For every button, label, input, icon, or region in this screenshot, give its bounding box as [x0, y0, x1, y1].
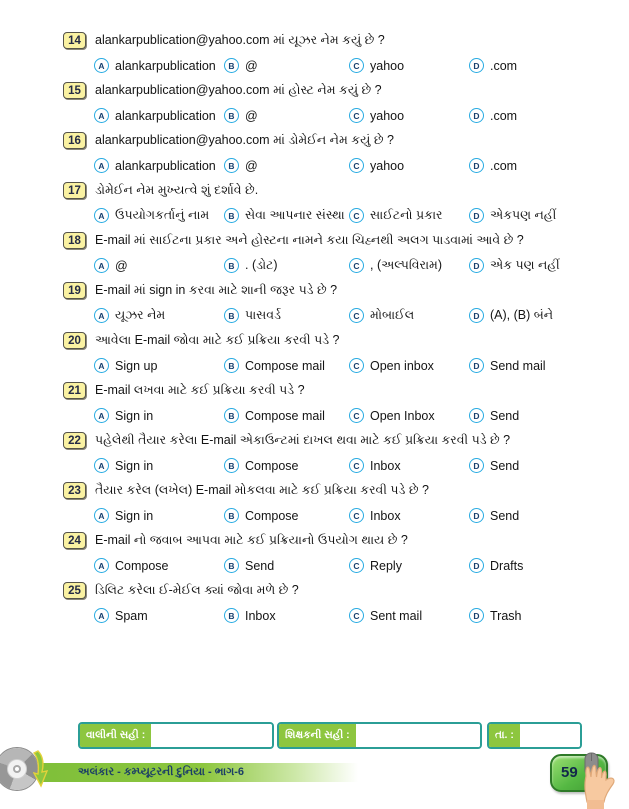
- option-d[interactable]: [469, 358, 621, 373]
- option-label: Open Inbox: [370, 408, 435, 423]
- option-label: Open inbox: [370, 358, 434, 373]
- option-letter: C: [353, 610, 360, 621]
- option-letter: B: [228, 360, 235, 371]
- hand-with-mouse-icon: [572, 750, 622, 809]
- option-letter-badge: [349, 208, 364, 223]
- option-letter: B: [228, 160, 235, 171]
- option-label: Sign up: [115, 358, 158, 373]
- option-b[interactable]: [224, 358, 349, 373]
- question-block: [63, 228, 621, 278]
- option-label: સેવા આપનાર સંસ્થા: [245, 208, 345, 222]
- option-letter: A: [98, 110, 105, 121]
- question-number: 17: [63, 182, 86, 199]
- question-block: [63, 428, 621, 478]
- options-row: [94, 203, 621, 228]
- question-number: 19: [63, 282, 86, 299]
- option-letter-badge: [224, 58, 239, 73]
- option-label: yahoo: [370, 108, 405, 123]
- parent-signature-label: વાલીની સહી :: [80, 724, 151, 747]
- question-number: 22: [63, 432, 86, 449]
- option-c[interactable]: [349, 508, 469, 523]
- option-label: Send mail: [490, 358, 546, 373]
- option-letter: A: [98, 510, 105, 521]
- option-letter: C: [353, 510, 360, 521]
- question-text: આવેલા E-mail જોવા માટે કઈ પ્રક્રિયા કરવી પડે ?: [95, 333, 340, 347]
- option-a[interactable]: [94, 458, 224, 473]
- option-label: @: [115, 258, 128, 273]
- option-a[interactable]: [94, 158, 224, 173]
- option-letter: D: [473, 360, 480, 371]
- questions-list: [63, 28, 621, 628]
- option-letter-badge: [349, 508, 364, 523]
- option-letter: B: [228, 510, 235, 521]
- options-row: [94, 503, 621, 528]
- option-c[interactable]: [349, 108, 469, 123]
- option-d[interactable]: [469, 608, 621, 623]
- question-text: E-mail લખવા માટે કઈ પ્રક્રિયા કરવી પડે ?: [95, 383, 305, 397]
- option-letter: C: [353, 210, 360, 221]
- option-letter-badge: [469, 108, 484, 123]
- option-b[interactable]: [224, 408, 349, 423]
- option-label: Drafts: [490, 558, 524, 573]
- option-letter: A: [98, 260, 105, 271]
- option-letter-badge: [469, 208, 484, 223]
- question-text: ડિલિટ કરેલા ઈ-મેઈલ ક્યાં જોવા મળે છે ?: [95, 583, 299, 597]
- option-label: એક પણ નહીં: [490, 258, 560, 272]
- options-row: [94, 353, 621, 378]
- question-number: 15: [63, 82, 86, 99]
- question-text: E-mail માં sign in કરવા માટે શાની જરૂર પડે છે ?: [95, 283, 338, 297]
- option-c[interactable]: [349, 208, 469, 223]
- option-letter-badge: [224, 108, 239, 123]
- option-d[interactable]: [469, 458, 621, 473]
- option-label: @: [245, 108, 258, 123]
- option-letter: B: [228, 310, 235, 321]
- option-b[interactable]: [224, 558, 349, 573]
- option-label: સાઈટનો પ્રકાર: [370, 208, 443, 222]
- option-letter-badge: [469, 358, 484, 373]
- question-block: [63, 28, 621, 78]
- question-number: 16: [63, 132, 86, 149]
- options-row: [94, 253, 621, 278]
- option-d[interactable]: [469, 308, 621, 323]
- option-label: yahoo: [370, 158, 405, 173]
- question-block: [63, 178, 621, 228]
- option-letter-badge: [94, 108, 109, 123]
- option-label: Send: [245, 558, 275, 573]
- question-header: [63, 28, 621, 53]
- option-letter: C: [353, 410, 360, 421]
- option-letter: A: [98, 460, 105, 471]
- option-letter-badge: [349, 558, 364, 573]
- question-text: E-mail નો જવાબ આપવા માટે કઈ પ્રક્રિયાનો ઉપયોગ થાય છે ?: [95, 533, 408, 547]
- option-a[interactable]: [94, 258, 224, 273]
- option-c[interactable]: [349, 608, 469, 623]
- option-letter-badge: [349, 458, 364, 473]
- option-letter-badge: [94, 208, 109, 223]
- question-header: [63, 328, 621, 353]
- option-d[interactable]: [469, 408, 621, 423]
- option-label: Send: [490, 408, 520, 423]
- option-letter: D: [473, 60, 480, 71]
- option-label: મોબાઈલ: [370, 308, 415, 322]
- option-letter: C: [353, 260, 360, 271]
- option-label: .com: [490, 158, 518, 173]
- option-label: Sign in: [115, 508, 154, 523]
- option-letter: B: [228, 460, 235, 471]
- question-block: [63, 478, 621, 528]
- date-box: [487, 722, 582, 749]
- option-letter-badge: [349, 58, 364, 73]
- option-letter-badge: [469, 158, 484, 173]
- option-letter: D: [473, 610, 480, 621]
- question-header: [63, 478, 621, 503]
- option-letter-badge: [224, 408, 239, 423]
- option-letter: A: [98, 60, 105, 71]
- option-label: Compose mail: [245, 408, 325, 423]
- question-text: તૈયાર કરેલ (લખેલ) E-mail મોકલવા માટે કઈ પ્રક્રિયા કરવી પડે છે ?: [95, 483, 429, 497]
- green-down-arrow-icon: [33, 750, 49, 788]
- question-block: [63, 278, 621, 328]
- question-number: 24: [63, 532, 86, 549]
- option-letter: B: [228, 110, 235, 121]
- options-row: [94, 553, 621, 578]
- option-letter-badge: [94, 558, 109, 573]
- option-letter: B: [228, 410, 235, 421]
- teacher-signature-field[interactable]: [356, 724, 480, 747]
- option-letter-badge: [224, 208, 239, 223]
- question-header: [63, 578, 621, 603]
- option-label: યૂઝર નેમ: [115, 308, 166, 322]
- question-number: 18: [63, 232, 86, 249]
- option-b[interactable]: [224, 308, 349, 323]
- option-label: પાસવર્ડ: [245, 308, 281, 322]
- option-letter: D: [473, 510, 480, 521]
- date-field[interactable]: [520, 724, 580, 747]
- question-text: alankarpublication@yahoo.com માં યૂઝર નેમ કયું છે ?: [95, 33, 385, 47]
- question-header: [63, 278, 621, 303]
- teacher-signature-box: [277, 722, 482, 749]
- question-block: [63, 78, 621, 128]
- option-label: Trash: [490, 608, 522, 623]
- option-letter-badge: [349, 408, 364, 423]
- option-letter-badge: [349, 608, 364, 623]
- option-label: @: [245, 158, 258, 173]
- option-label: .com: [490, 108, 518, 123]
- teacher-signature-label: શિક્ષકની સહી :: [279, 724, 356, 747]
- option-d[interactable]: [469, 508, 621, 523]
- option-label: , (અલ્પવિરામ): [370, 258, 443, 272]
- option-letter: C: [353, 60, 360, 71]
- option-d[interactable]: [469, 258, 621, 273]
- option-letter-badge: [224, 308, 239, 323]
- option-letter: D: [473, 310, 480, 321]
- option-a[interactable]: [94, 308, 224, 323]
- option-letter: A: [98, 560, 105, 571]
- option-label: yahoo: [370, 58, 405, 73]
- option-label: Sign in: [115, 408, 154, 423]
- option-label: Compose: [245, 458, 299, 473]
- book-title: અલંકાર - કમ્પ્યૂટરની દુનિયા - ભાગ-6: [78, 766, 245, 778]
- option-a[interactable]: [94, 58, 224, 73]
- question-text: ડોમેઈન નેમ મુખ્યત્વે શું દર્શાવે છે.: [95, 183, 259, 197]
- option-b[interactable]: [224, 158, 349, 173]
- option-letter-badge: [224, 358, 239, 373]
- option-letter: B: [228, 60, 235, 71]
- option-letter-badge: [469, 408, 484, 423]
- option-letter: D: [473, 460, 480, 471]
- options-row: [94, 103, 621, 128]
- option-letter: A: [98, 610, 105, 621]
- option-label: Sent mail: [370, 608, 423, 623]
- question-text: E-mail માં સાઈટના પ્રકાર અને હોસ્ટના નામને કયા ચિહ્નથી અલગ પાડવામાં આવે છે ?: [95, 233, 524, 247]
- parent-signature-field[interactable]: [151, 724, 272, 747]
- option-letter: C: [353, 360, 360, 371]
- option-letter-badge: [94, 58, 109, 73]
- options-row: [94, 403, 621, 428]
- option-label: Inbox: [370, 458, 401, 473]
- question-header: [63, 128, 621, 153]
- option-label: Reply: [370, 558, 402, 573]
- option-a[interactable]: [94, 408, 224, 423]
- option-letter: A: [98, 160, 105, 171]
- option-d[interactable]: [469, 108, 621, 123]
- question-header: [63, 178, 621, 203]
- option-letter-badge: [224, 458, 239, 473]
- option-letter-badge: [469, 308, 484, 323]
- option-d[interactable]: [469, 558, 621, 573]
- page-number: 59: [561, 764, 578, 781]
- options-row: [94, 153, 621, 178]
- option-b[interactable]: [224, 258, 349, 273]
- question-header: [63, 428, 621, 453]
- option-b[interactable]: [224, 108, 349, 123]
- option-label: . (ડોટ): [245, 258, 278, 272]
- option-letter: B: [228, 260, 235, 271]
- option-letter-badge: [224, 558, 239, 573]
- option-letter-badge: [469, 508, 484, 523]
- option-d[interactable]: [469, 58, 621, 73]
- option-letter: D: [473, 260, 480, 271]
- option-letter: D: [473, 560, 480, 571]
- option-letter: C: [353, 160, 360, 171]
- option-letter: A: [98, 210, 105, 221]
- option-letter-badge: [349, 358, 364, 373]
- option-letter-badge: [94, 358, 109, 373]
- option-letter: D: [473, 110, 480, 121]
- option-a[interactable]: [94, 558, 224, 573]
- option-letter-badge: [349, 108, 364, 123]
- question-text: alankarpublication@yahoo.com માં ડોમેઈન નેમ કયું છે ?: [95, 133, 394, 147]
- option-letter: B: [228, 610, 235, 621]
- question-block: [63, 128, 621, 178]
- option-a[interactable]: [94, 608, 224, 623]
- option-letter-badge: [94, 258, 109, 273]
- option-letter-badge: [469, 458, 484, 473]
- option-label: Compose mail: [245, 358, 325, 373]
- option-a[interactable]: [94, 108, 224, 123]
- option-letter: D: [473, 210, 480, 221]
- footer-strip: [38, 763, 368, 782]
- option-letter-badge: [94, 608, 109, 623]
- option-letter: D: [473, 160, 480, 171]
- option-c[interactable]: [349, 158, 469, 173]
- question-block: [63, 528, 621, 578]
- option-label: Compose: [115, 558, 169, 573]
- question-number: 20: [63, 332, 86, 349]
- option-letter: C: [353, 460, 360, 471]
- option-letter-badge: [224, 508, 239, 523]
- question-number: 21: [63, 382, 86, 399]
- question-header: [63, 378, 621, 403]
- options-row: [94, 603, 621, 628]
- option-letter: D: [473, 410, 480, 421]
- option-letter-badge: [94, 158, 109, 173]
- option-c[interactable]: [349, 358, 469, 373]
- option-label: .com: [490, 58, 518, 73]
- option-label: alankarpublication: [115, 58, 216, 73]
- cd-hole: [13, 765, 21, 773]
- question-number: 23: [63, 482, 86, 499]
- question-text: પહેલેથી તૈયાર કરેલા E-mail એકાઉન્ટમાં દાખલ થવા માટે કઈ પ્રક્રિયા કરવી પડે છે ?: [95, 433, 511, 447]
- option-c[interactable]: [349, 558, 469, 573]
- option-letter: B: [228, 210, 235, 221]
- option-letter: A: [98, 310, 105, 321]
- option-b[interactable]: [224, 208, 349, 223]
- option-letter-badge: [469, 258, 484, 273]
- date-label: તા. :: [489, 724, 520, 747]
- options-row: [94, 303, 621, 328]
- option-c[interactable]: [349, 458, 469, 473]
- question-header: [63, 78, 621, 103]
- option-label: એકપણ નહીં: [490, 208, 557, 222]
- option-c[interactable]: [349, 408, 469, 423]
- option-c[interactable]: [349, 308, 469, 323]
- option-letter: C: [353, 110, 360, 121]
- option-a[interactable]: [94, 208, 224, 223]
- options-row: [94, 53, 621, 78]
- option-letter-badge: [224, 158, 239, 173]
- option-letter: C: [353, 560, 360, 571]
- question-block: [63, 328, 621, 378]
- option-d[interactable]: [469, 158, 621, 173]
- option-letter-badge: [94, 408, 109, 423]
- option-d[interactable]: [469, 208, 621, 223]
- option-b[interactable]: [224, 58, 349, 73]
- question-text: alankarpublication@yahoo.com માં હોસ્ટ નેમ કયું છે ?: [95, 83, 382, 97]
- option-letter-badge: [349, 258, 364, 273]
- option-label: Inbox: [245, 608, 276, 623]
- option-label: @: [245, 58, 258, 73]
- option-a[interactable]: [94, 358, 224, 373]
- option-c[interactable]: [349, 58, 469, 73]
- option-label: Send: [490, 458, 520, 473]
- options-row: [94, 453, 621, 478]
- option-letter-badge: [469, 58, 484, 73]
- question-block: [63, 378, 621, 428]
- option-label: Compose: [245, 508, 299, 523]
- option-letter: A: [98, 360, 105, 371]
- option-a[interactable]: [94, 508, 224, 523]
- option-letter-badge: [349, 308, 364, 323]
- option-letter-badge: [349, 158, 364, 173]
- question-header: [63, 228, 621, 253]
- option-letter-badge: [224, 608, 239, 623]
- option-label: Sign in: [115, 458, 154, 473]
- option-letter-badge: [469, 558, 484, 573]
- option-label: alankarpublication: [115, 158, 216, 173]
- option-letter-badge: [94, 508, 109, 523]
- option-b[interactable]: [224, 458, 349, 473]
- option-letter: B: [228, 560, 235, 571]
- option-label: ઉપયોગકર્તાનું નામ: [115, 208, 210, 222]
- option-letter-badge: [469, 608, 484, 623]
- question-header: [63, 528, 621, 553]
- question-number: 14: [63, 32, 86, 49]
- option-letter-badge: [94, 458, 109, 473]
- question-number: 25: [63, 582, 86, 599]
- option-letter: A: [98, 410, 105, 421]
- question-block: [63, 578, 621, 628]
- option-label: Send: [490, 508, 520, 523]
- option-letter-badge: [94, 308, 109, 323]
- option-label: Spam: [115, 608, 148, 623]
- option-c[interactable]: [349, 258, 469, 273]
- option-label: Inbox: [370, 508, 401, 523]
- option-b[interactable]: [224, 608, 349, 623]
- parent-signature-box: [78, 722, 274, 749]
- option-b[interactable]: [224, 508, 349, 523]
- option-letter: C: [353, 310, 360, 321]
- option-letter-badge: [224, 258, 239, 273]
- option-label: alankarpublication: [115, 108, 216, 123]
- option-label: (A), (B) બંને: [490, 308, 554, 322]
